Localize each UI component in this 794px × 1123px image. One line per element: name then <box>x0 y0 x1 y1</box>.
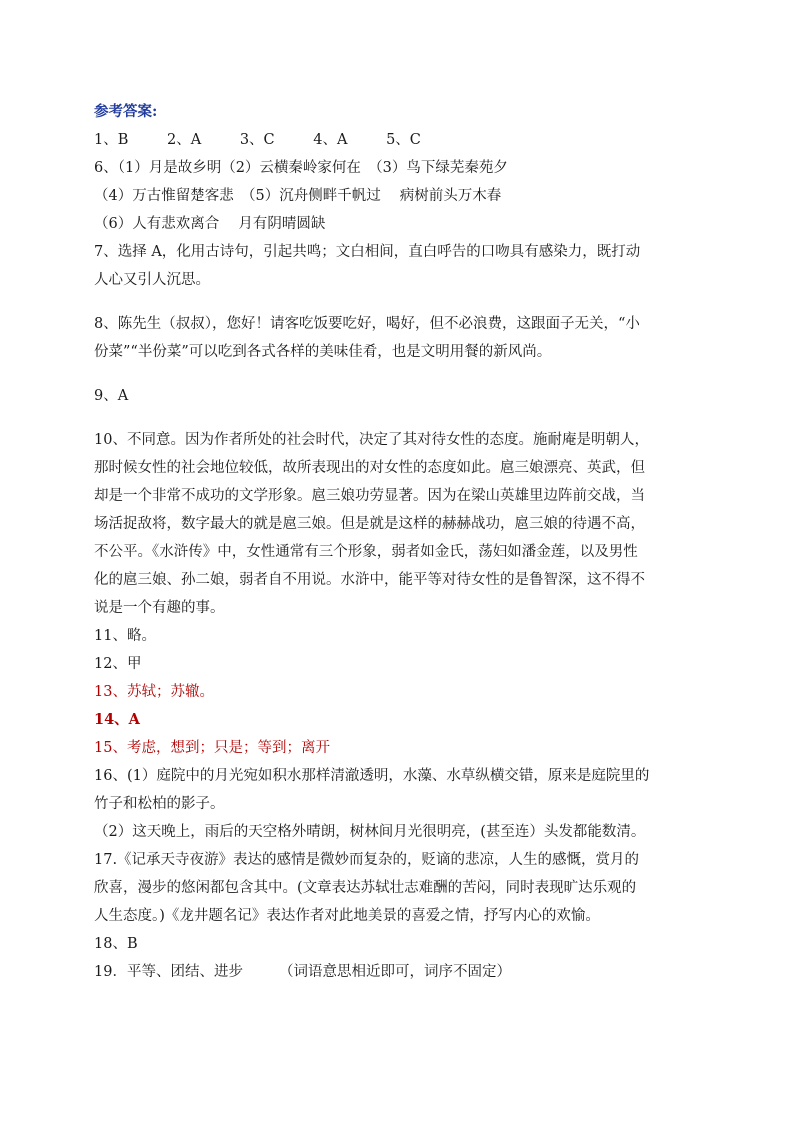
answer-11: 11、略。 <box>94 628 156 644</box>
answer-12: 12、甲 <box>94 656 142 672</box>
answer-16-line-3: （2）这天晚上，雨后的天空格外晴朗，树林间月光很明亮，(甚至连）头发都能数清。 <box>94 824 646 840</box>
answer-13: 13、苏轼；苏辙。 <box>94 684 214 700</box>
answer-19-main: 19．平等、团结、进步 <box>94 964 243 980</box>
answer-7-line-1: 7、选择 A，化用古诗句，引起共鸣；文白相间，直白呼告的口吻具有感染力，既打动 <box>94 244 641 260</box>
answer-17-line-3: 人生态度。)《龙井题名记》表达作者对此地美景的喜爱之情，抒写内心的欢愉。 <box>94 908 600 924</box>
answer-2: 2、A <box>167 132 202 148</box>
answer-16-line-1: 16、(1）庭院中的月光宛如积水那样清澈透明，水藻、水草纵横交错，原来是庭院里的 <box>94 768 650 784</box>
answer-3: 3、C <box>239 132 275 148</box>
answer-8-line-2: 份菜”“半份菜”可以吃到各式各样的美味佳肴，也是文明用餐的新风尚。 <box>94 344 552 360</box>
answer-1: 1、B <box>94 132 129 148</box>
answer-10-line-1: 10、不同意。因为作者所处的社会时代，决定了其对待女性的态度。施耐庵是明朝人， <box>94 432 649 448</box>
answer-5: 5、C <box>386 132 421 148</box>
answer-4: 4、A <box>313 132 348 148</box>
answer-title: 参考答案: <box>94 103 158 120</box>
answer-18: 18、B <box>94 936 138 952</box>
answer-document <box>94 98 714 986</box>
answer-1-5 <box>94 126 714 154</box>
answer-6-line-1: 6、（1）月是故乡明（2）云横秦岭家何在 （3）鸟下绿芜秦苑夕 <box>94 160 508 176</box>
answer-6-line-3: （6）人有悲欢离合 月有阴晴圆缺 <box>94 216 326 232</box>
answer-17-line-2: 欣喜，漫步的悠闲都包含其中。(文章表达苏轼壮志难酬的苦闷，同时表现旷达乐观的 <box>94 880 637 896</box>
answer-10-line-4: 场活捉敌将，数字最大的就是扈三娘。但是就是这样的赫赫战功，扈三娘的待遇不高， <box>94 516 645 532</box>
answer-7-line-2: 人心又引人沉思。 <box>94 272 210 288</box>
answer-14: 14、A <box>94 711 140 728</box>
answer-19 <box>94 958 714 986</box>
answer-9: 9、A <box>94 388 129 404</box>
answer-10-line-7: 说是一个有趣的事。 <box>94 600 225 616</box>
answer-19-note: （词语意思相近即可，词序不固定） <box>278 964 511 980</box>
answer-15: 15、考虑，想到；只是；等到；离开 <box>94 740 330 756</box>
answer-10-line-3: 却是一个非常不成功的文学形象。扈三娘功劳显著。因为在梁山英雄里边阵前交战，当 <box>94 488 645 504</box>
answer-16-line-2: 竹子和松柏的影子。 <box>94 796 225 812</box>
answer-17-line-1: 17.《记承天寺夜游》表达的感情是微妙而复杂的，贬谪的悲凉，人生的感慨，赏月的 <box>94 852 640 868</box>
answer-10-line-5: 不公平。《水浒传》中，女性通常有三个形象，弱者如金氏，荡妇如潘金莲，以及男性 <box>94 544 638 560</box>
answer-6-line-2: （4）万古惟留楚客悲 （5）沉舟侧畔千帆过 病树前头万木春 <box>94 188 502 204</box>
answer-10-line-2: 那时候女性的社会地位较低，故所表现出的对女性的态度如此。扈三娘漂亮、英武，但 <box>94 460 645 476</box>
answer-8-line-1: 8、陈先生（叔叔），您好！请客吃饭要吃好，喝好，但不必浪费，这跟面子无关，“小 <box>94 316 640 332</box>
answer-10-line-6: 化的扈三娘、孙二娘，弱者自不用说。水浒中，能平等对待女性的是鲁智深，这不得不 <box>94 572 645 588</box>
